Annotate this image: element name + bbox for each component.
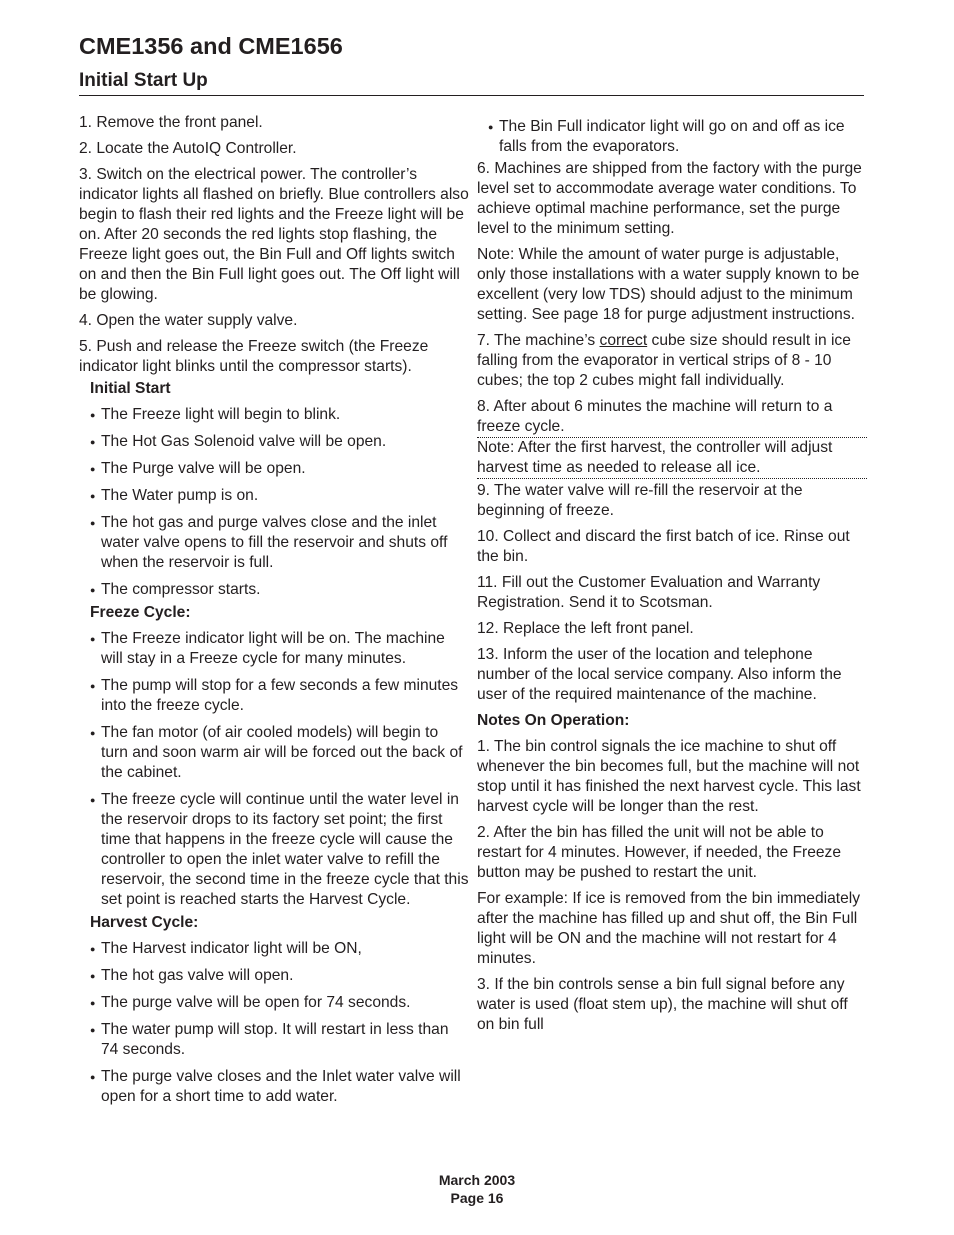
list-item: ● The Bin Full indicator light will go on and off as ice falls from the evaporators.	[488, 117, 867, 157]
harvest-cycle-heading: Harvest Cycle:	[90, 914, 199, 931]
left-column	[79, 113, 469, 1114]
list-item: ● The compressor starts.	[90, 580, 469, 600]
list-item: ● The Water pump is on.	[90, 486, 469, 506]
footer-date: March 2003	[438, 1172, 516, 1188]
list-item: ● The Freeze indicator light will be on. The machine will stay in a Freeze cycle for many minutes.	[90, 629, 469, 669]
step-12: 12. Replace the left front panel.	[477, 620, 694, 637]
step-4: 4. Open the water supply valve.	[79, 312, 298, 329]
list-item: ● The purge valve closes and the Inlet water valve will open for a short time to add water.	[90, 1067, 469, 1107]
step-8: 8. After about 6 minutes the machine will return to a freeze cycle.	[477, 398, 833, 435]
list-item: ● The hot gas valve will open.	[90, 966, 469, 986]
page-number: Page 16	[450, 1190, 504, 1206]
freeze-cycle-heading: Freeze Cycle:	[90, 604, 191, 621]
list-item: ● The Harvest indicator light will be ON,	[90, 939, 469, 959]
step-11: 11. Fill out the Customer Evaluation and Warranty Registration. Send it to Scotsman.	[477, 574, 821, 611]
note-1: 1. The bin control signals the ice machine to shut off whenever the bin becomes full, but the machine will not stop until it has finished the next harvest cycle. This last harvest cycle will be longer than the rest.	[477, 738, 861, 815]
section-title: Initial Start Up	[79, 70, 208, 91]
page-title: CME1356 and CME1656	[79, 33, 343, 59]
list-item: ● The pump will stop for a few seconds a few minutes into the freeze cycle.	[90, 676, 469, 716]
list-item: ● The purge valve will be open for 74 seconds.	[90, 993, 469, 1013]
note-3: 3. If the bin controls sense a bin full signal before any water is used (float stem up), the machine will shut off on bin full	[477, 976, 848, 1033]
notes-heading: Notes On Operation:	[477, 712, 630, 729]
initial-start-heading: Initial Start	[90, 380, 171, 397]
harvest-note: Note: After the first harvest, the controller will adjust harvest time as needed to release all ice.	[477, 437, 867, 479]
purge-note: Note: While the amount of water purge is adjustable, only those installations with a water supply known to be excellent (very low TDS) should adjust to the minimum setting. See page 18 for purge adjustment instructions.	[477, 246, 860, 323]
note-example: For example: If ice is removed from the bin immediately after the machine has filled up and shut off, the Bin Full light will be ON and the machine will not restart for 4 minutes.	[477, 890, 861, 967]
step-7: 7. The machine’s correct cube size should result in ice falling from the evaporator in vertical strips of 8 - 10 cubes; the top 2 cubes might fall individually.	[477, 332, 851, 389]
list-item: ● The freeze cycle will continue until the water level in the reservoir drops to its factory set point; the first time that happens in the freeze cycle will cause the controller to open the inlet water valve to refill the reservoir, the second time in the freeze cycle that this set point is reached starts the Harvest Cycle.	[90, 790, 469, 910]
list-item: ● The fan motor (of air cooled models) will begin to turn and soon warm air will be forced out the back of the cabinet.	[90, 723, 469, 783]
step-2: 2. Locate the AutoIQ Controller.	[79, 140, 297, 157]
list-item: ● The Hot Gas Solenoid valve will be open.	[90, 432, 469, 452]
step-3: 3. Switch on the electrical power. The controller’s indicator lights all flashed on briefly. Blue controllers also begin to flash their red lights and the Freeze light will be on. After 20 seconds the red lights stop flashing, the Freeze light goes out, the Bin Full and Off lights switch on and then the Bin Full light goes out. The Off light will be glowing.	[79, 166, 469, 303]
list-item: ● The Freeze light will begin to blink.	[90, 405, 469, 425]
step-1: 1. Remove the front panel.	[79, 114, 263, 131]
right-column	[477, 117, 867, 1041]
step-9: 9. The water valve will re-fill the reservoir at the beginning of freeze.	[477, 482, 803, 519]
list-item: ● The hot gas and purge valves close and the inlet water valve opens to fill the reservoir and shuts off when the reservoir is full.	[90, 513, 469, 573]
note-2: 2. After the bin has filled the unit will not be able to restart for 4 minutes. However, if needed, the Freeze button may be pushed to restart the unit.	[477, 824, 842, 881]
step-6: 6. Machines are shipped from the factory with the purge level set to accommodate average water conditions. To achieve optimal machine performance, set the purge level to the minimum setting.	[477, 160, 862, 237]
step-13: 13. Inform the user of the location and telephone number of the local service company. Also inform the user of the required maintenance of the machine.	[477, 646, 842, 703]
list-item: ● The Purge valve will be open.	[90, 459, 469, 479]
header-rule	[79, 95, 864, 96]
list-item: ● The water pump will stop. It will restart in less than 74 seconds.	[90, 1020, 469, 1060]
step-5: 5. Push and release the Freeze switch (the Freeze indicator light blinks until the compressor starts).	[79, 338, 429, 375]
step-10: 10. Collect and discard the first batch of ice. Rinse out the bin.	[477, 528, 850, 565]
